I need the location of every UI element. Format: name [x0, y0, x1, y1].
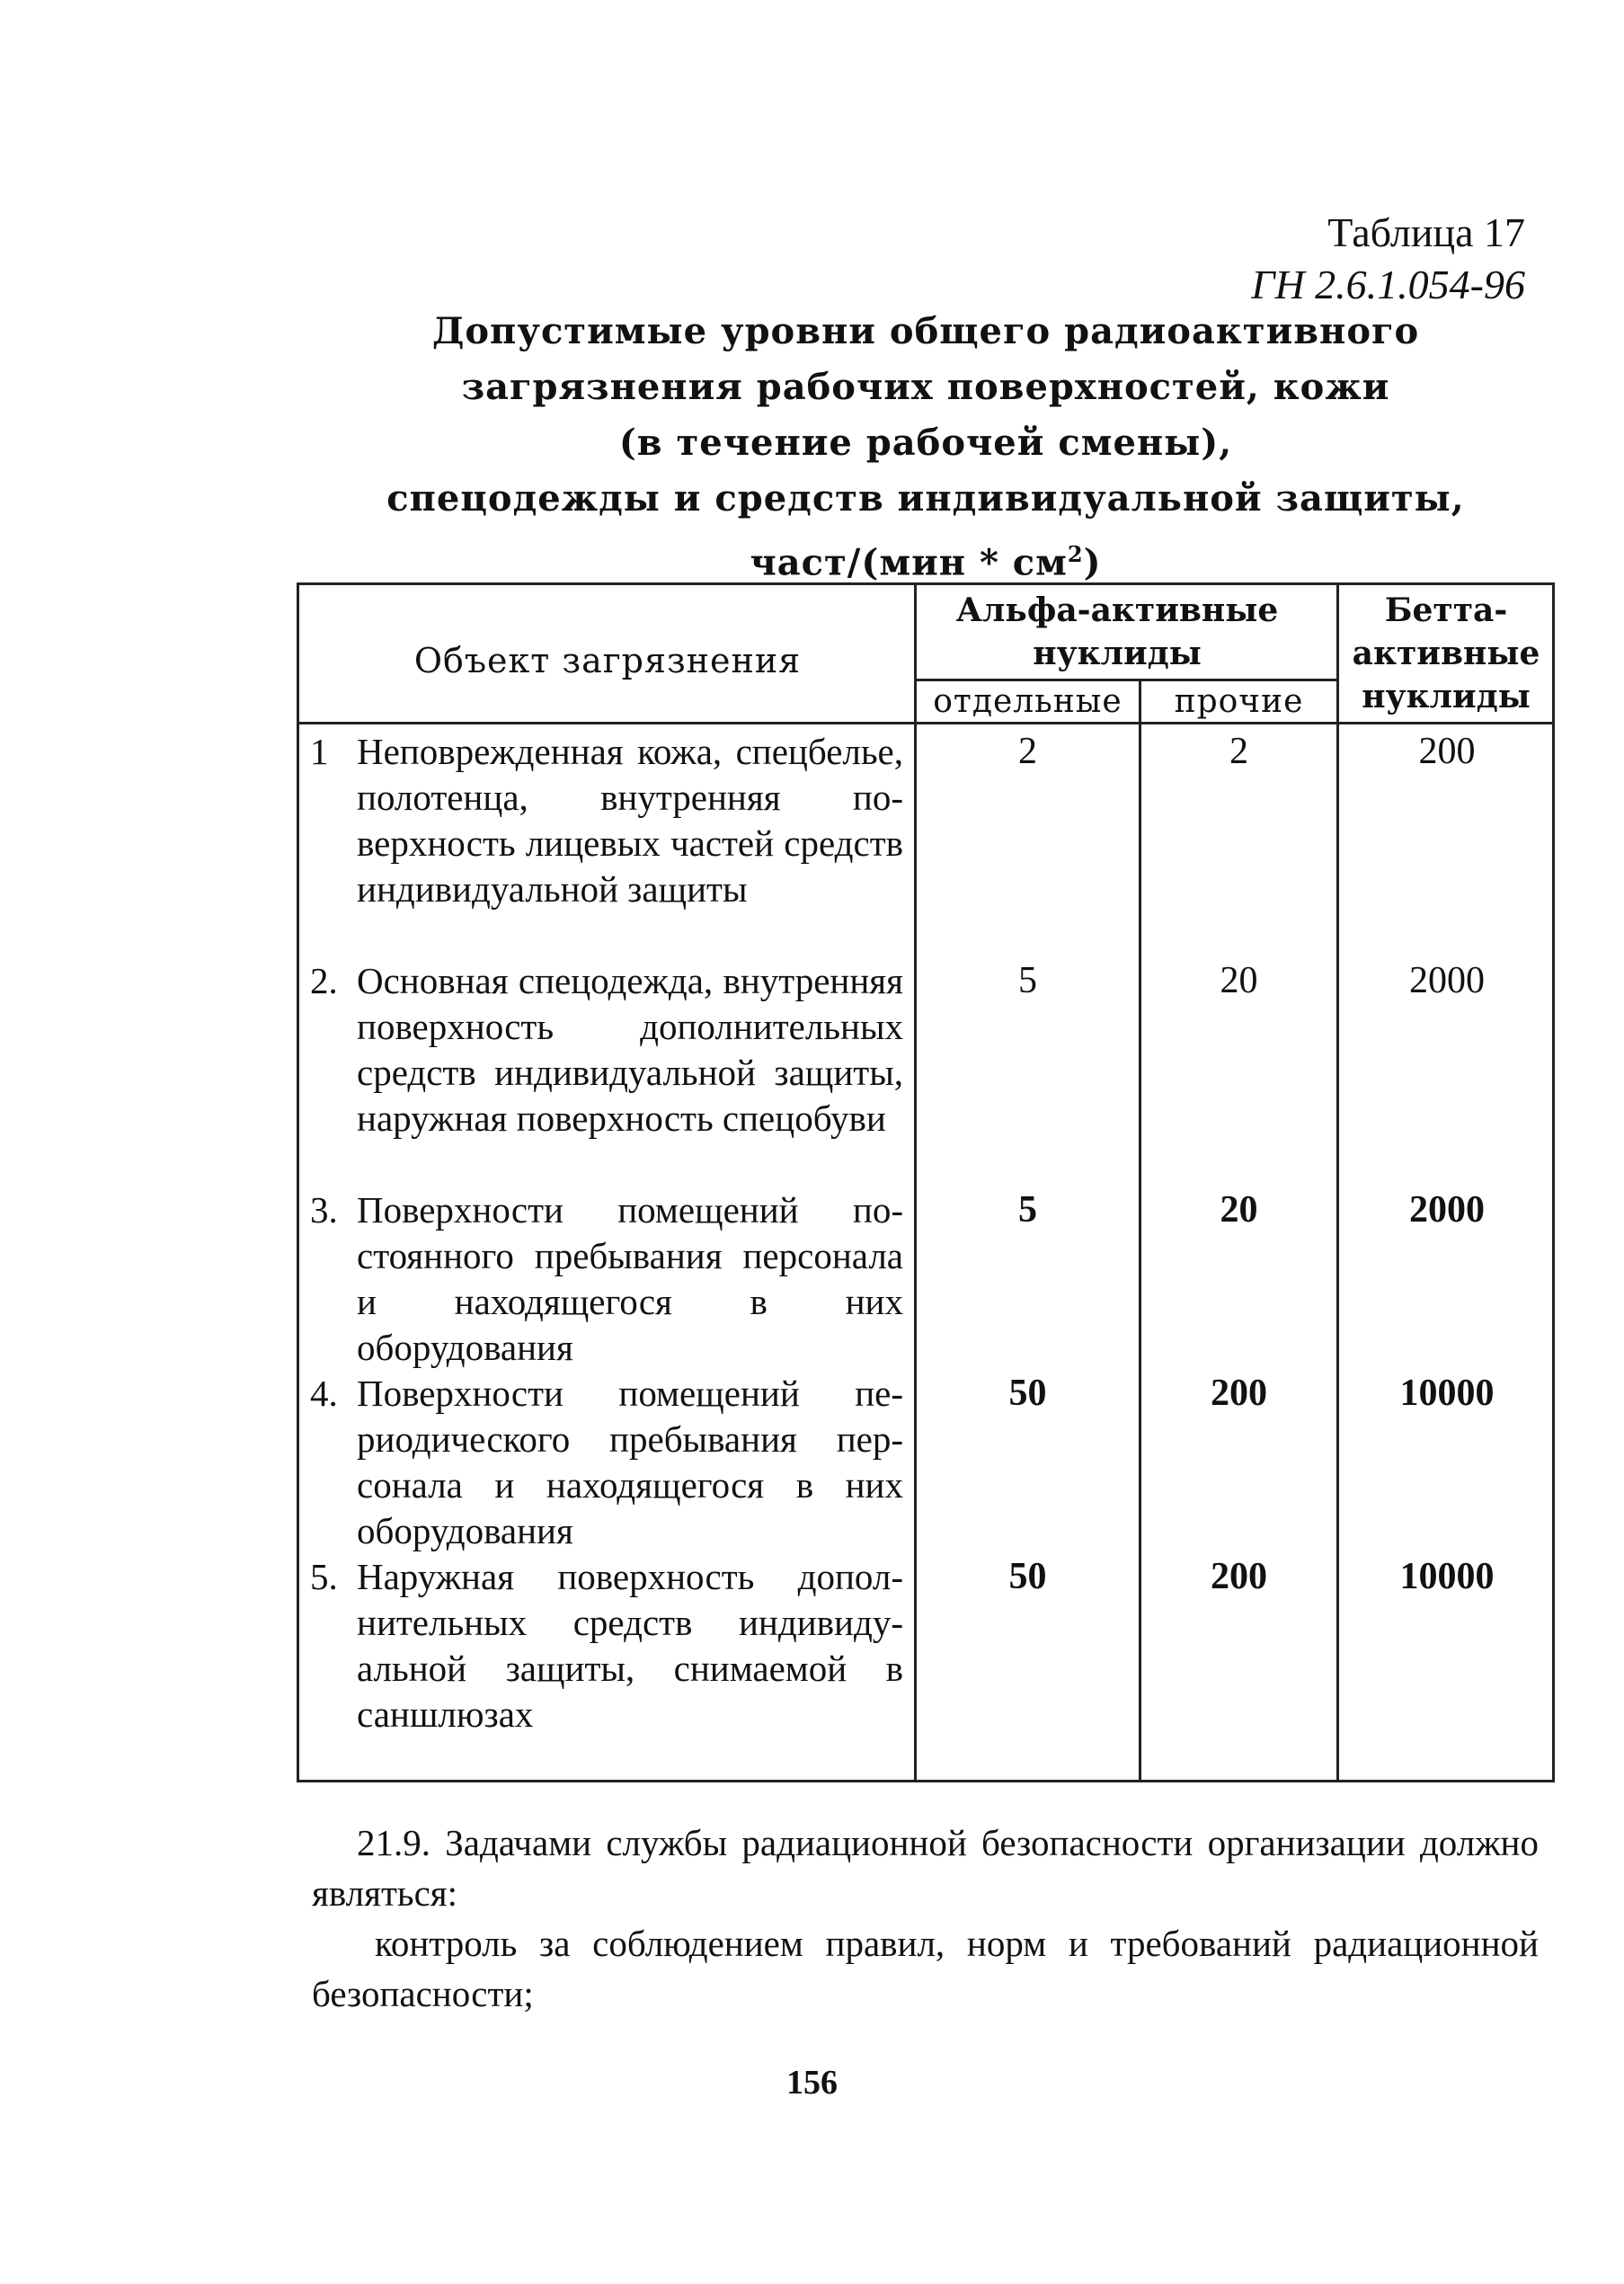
- value-alpha-separate: 50: [1008, 1373, 1047, 1414]
- table-row: [310, 1554, 903, 1737]
- table-row: [310, 729, 903, 912]
- header-alpha-separate: отдельные: [933, 683, 1123, 720]
- header-alpha: Альфа-активные нуклиды: [955, 591, 1279, 672]
- contamination-limits-table: [297, 582, 1555, 1782]
- units-superscript: 2: [1067, 541, 1084, 567]
- header-object: Объект загрязнения: [413, 641, 802, 680]
- body-paragraph: контроль за соблюдением правил, норм и требований радиационной безопасности;: [312, 1923, 1539, 2014]
- row-object: Основная спецодежда, внутренняя поверхность дополнительных средств индивидуальной защиты, наружная поверхность спецобуви: [357, 960, 903, 1139]
- row-divider: [914, 679, 1339, 681]
- value-beta: 2000: [1409, 1189, 1485, 1231]
- value-alpha-other: 200: [1211, 1556, 1267, 1597]
- title-line: Допустимые уровни общего радиоактивного: [431, 310, 1420, 352]
- page-number: 156: [786, 2064, 838, 2102]
- table-caption: [1251, 207, 1525, 311]
- title-line: загрязнения рабочих поверхностей, кожи: [461, 366, 1390, 408]
- value-alpha-separate: 2: [1018, 731, 1037, 772]
- value-alpha-other: 200: [1211, 1373, 1267, 1414]
- header-beta: Бетта-активные нуклиды: [1352, 591, 1540, 715]
- row-divider: [299, 722, 1555, 724]
- value-alpha-other: 20: [1220, 960, 1258, 1001]
- row-number: 4.: [310, 1373, 338, 1414]
- value-alpha-other: 20: [1220, 1189, 1258, 1231]
- body-paragraph: 21.9. Задачами службы радиационной безопасности организации должно являться:: [312, 1822, 1539, 1914]
- row-number: 1: [310, 731, 329, 772]
- row-object: Поверхности помещений периодического пребывания персонала и находящегося в них оборудования: [357, 1373, 903, 1551]
- row-number: 3.: [310, 1189, 338, 1231]
- title-line: част/(мин * см: [750, 541, 1068, 584]
- row-number: 5.: [310, 1556, 338, 1597]
- value-alpha-other: 2: [1229, 731, 1248, 772]
- value-beta: 2000: [1409, 960, 1485, 1001]
- value-beta: 10000: [1399, 1373, 1495, 1414]
- standard-reference: ГН 2.6.1.054-96: [1251, 262, 1525, 307]
- title-units: [297, 527, 1555, 591]
- row-number: 2.: [310, 960, 338, 1001]
- table-row: [310, 1371, 903, 1554]
- row-object: Наружная поверхность дополнительных средств индивидуальной защиты, снимаемой в саншлюзах: [357, 1556, 903, 1735]
- value-alpha-separate: 50: [1008, 1556, 1047, 1597]
- row-object: Неповрежденная кожа, спецбелье, полотенца, внутренняя поверхность лицевых частей средств индивидуальной защиты: [357, 731, 903, 910]
- units-closing: ): [1083, 541, 1102, 584]
- value-beta: 200: [1418, 731, 1476, 772]
- title-line: (в течение рабочей смены),: [618, 422, 1233, 464]
- table-row: [310, 1187, 903, 1371]
- table-row: [310, 958, 903, 1142]
- header-alpha-other: прочие: [1174, 683, 1304, 720]
- table-number: Таблица 17: [1327, 209, 1525, 255]
- row-object: Поверхности помещений постоянного пребывания персонала и находящегося в них оборудования: [357, 1189, 903, 1368]
- value-alpha-separate: 5: [1018, 1189, 1037, 1231]
- title-line: спецодежды и средств индивидуальной защиты,: [386, 477, 1465, 520]
- value-beta: 10000: [1399, 1556, 1495, 1597]
- value-alpha-separate: 5: [1018, 960, 1037, 1001]
- table-title: [297, 304, 1555, 591]
